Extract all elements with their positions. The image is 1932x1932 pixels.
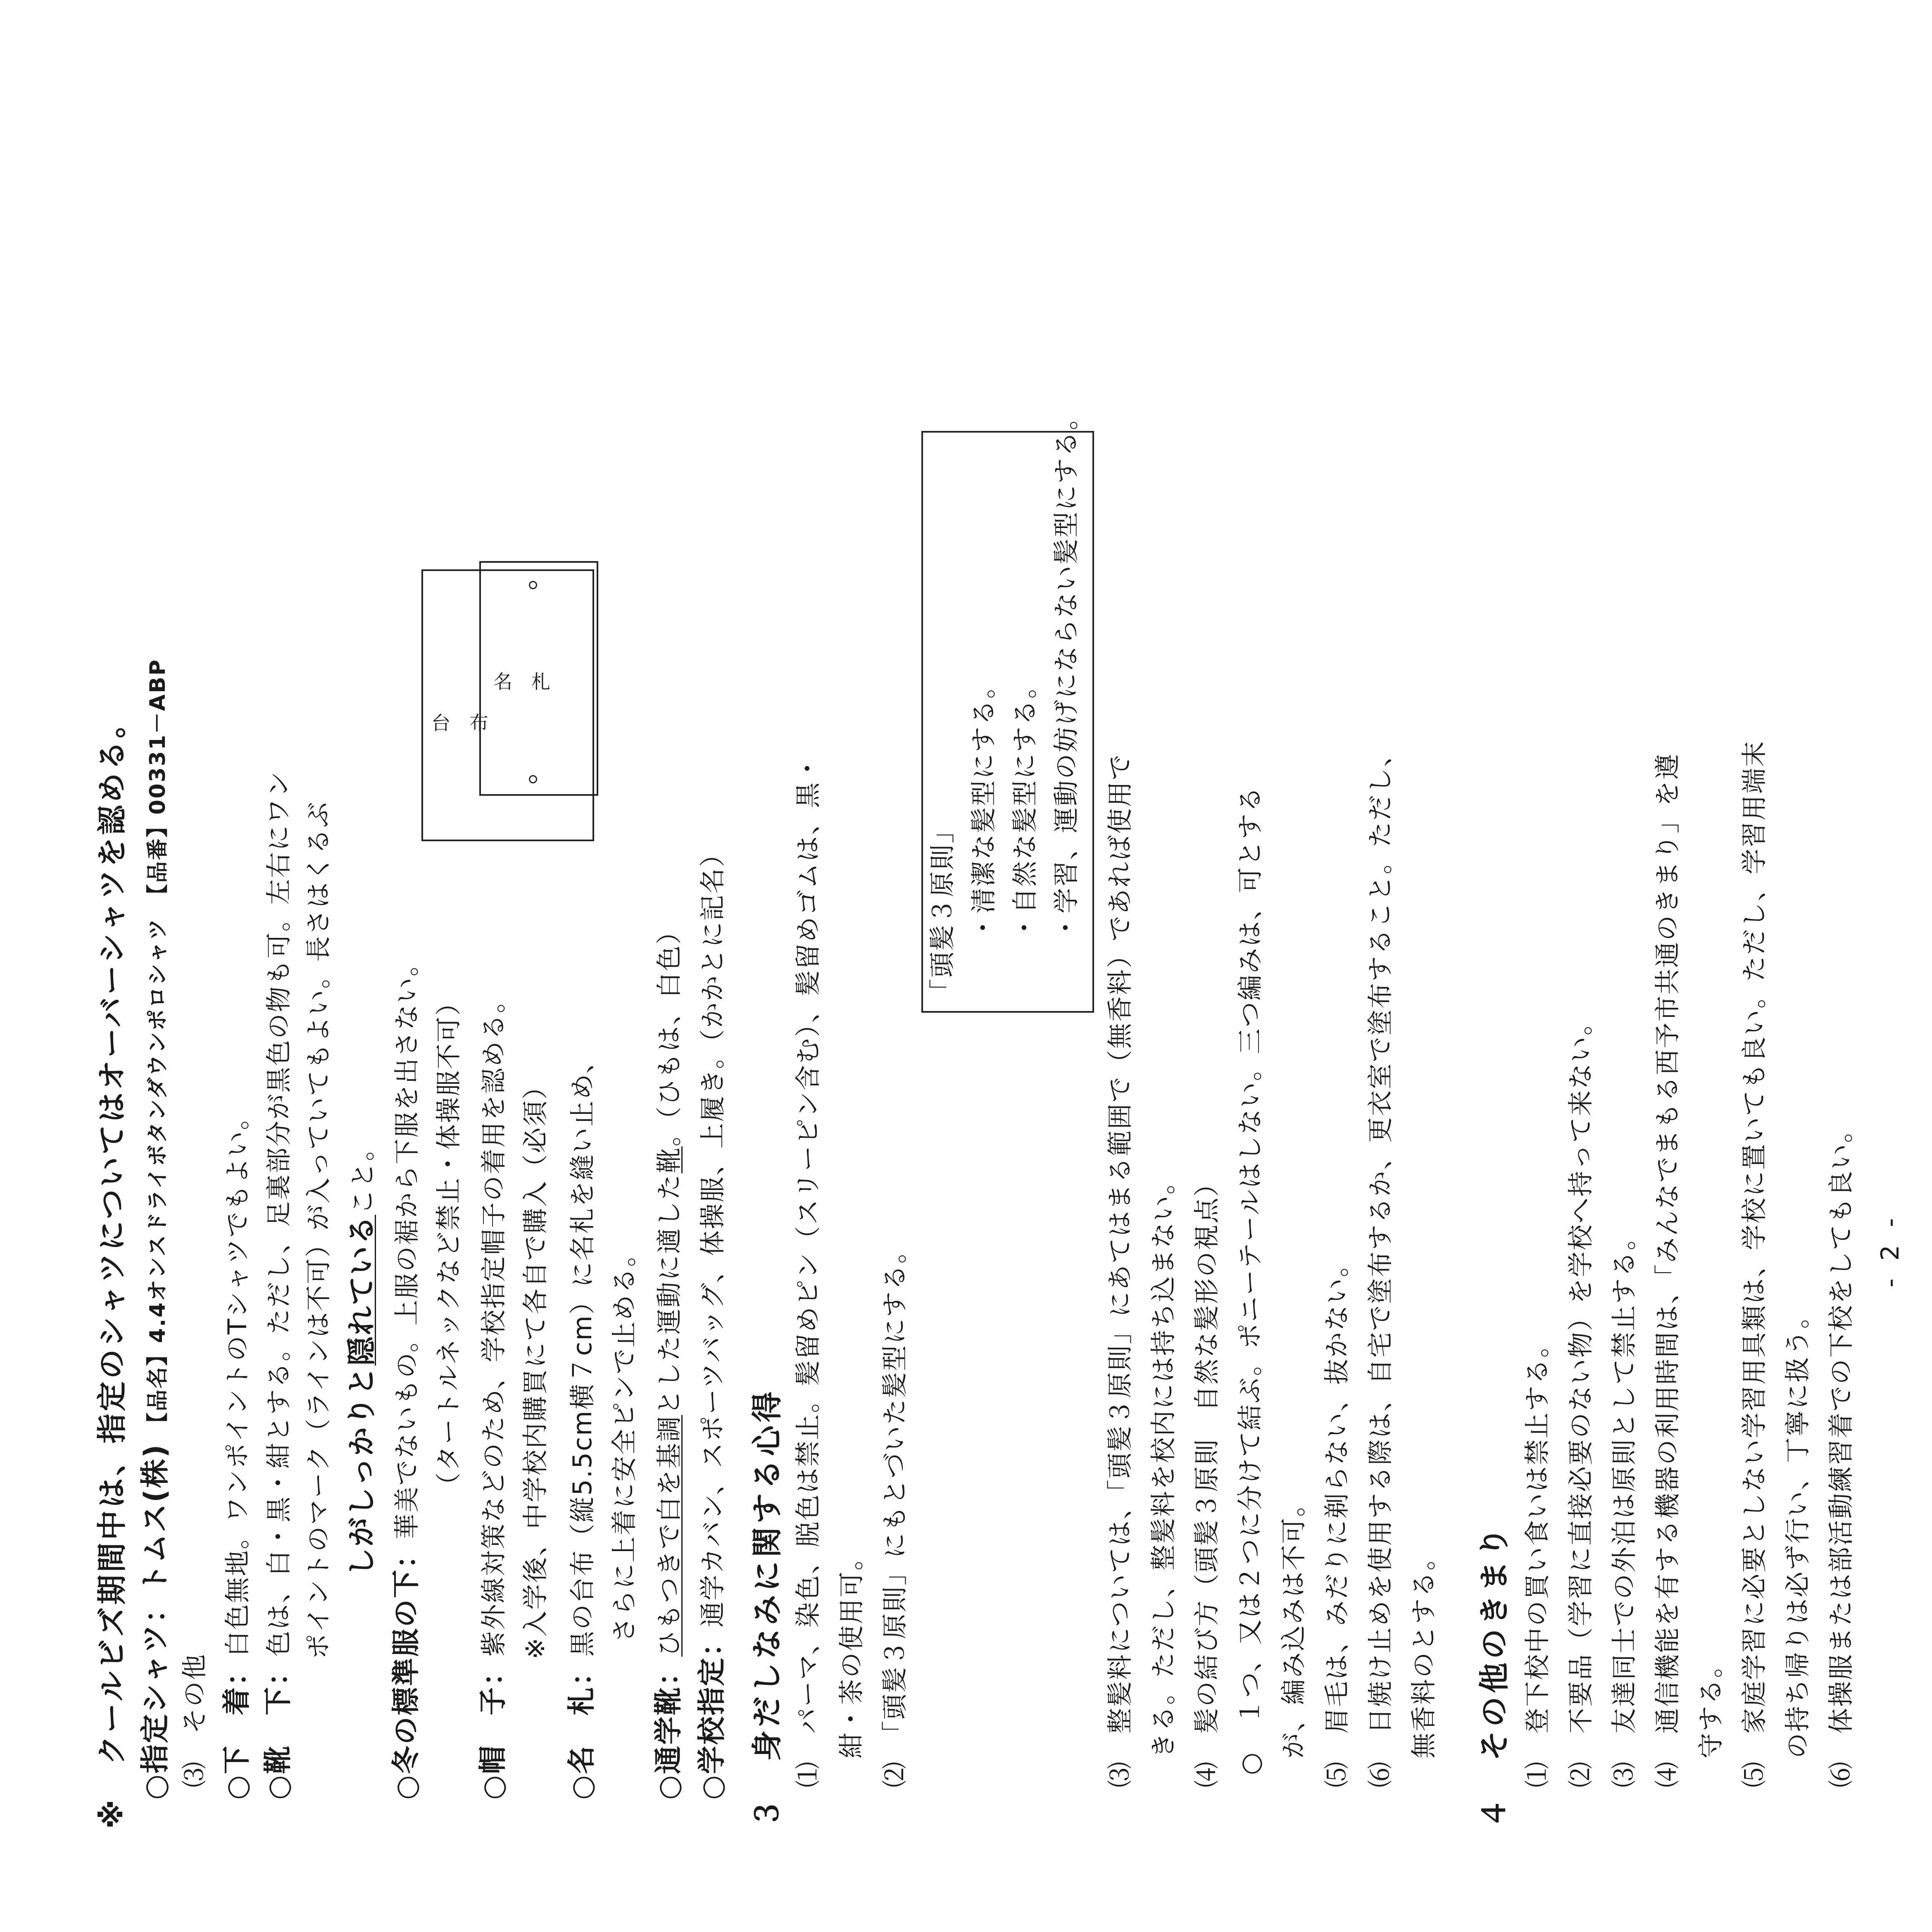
shirt-label: ○指定シャツ：トムス(株) — [138, 1443, 172, 1800]
sec4-item-5a: ⑸ 家庭学習に必要としない学習用具類は、学校に置いても良い。ただし、学習用端末 — [1739, 740, 1769, 1787]
document-page — [0, 403, 1932, 1932]
shoes-text-2: 白を基調 — [654, 1415, 684, 1523]
school-designated-label: ○学校指定： — [696, 1627, 728, 1800]
socks-text-1: 色は、白・黒・紺とする。ただし、足裏部分が黒色の物も可。左右にワン — [264, 770, 294, 1657]
socks-text-2: ポイントのマーク（ラインは不可）が入っていてもよい。長さはくるぶ — [303, 800, 333, 1659]
hat-row — [479, 986, 507, 1800]
winter-text-2: （タートルネックなど禁止・体操服不可） — [433, 988, 464, 1498]
sec4-item-4b: 守する。 — [1696, 1651, 1726, 1758]
hair-box-line-3: ・学習、運動の妨げにならない髪型にする。 — [1051, 403, 1081, 940]
winter-text-1: 華美でないもの。上服の裾から下服を出さない。 — [392, 949, 422, 1539]
socks-text-3c: こと。 — [347, 1134, 378, 1215]
hat-text-1: 紫外線対策などのため、学校指定帽子の着用を認める。 — [478, 986, 509, 1657]
section-3-title: ３ 身だしなみに関する心得 — [749, 1388, 785, 1829]
sec3-item-3b: きる。ただし、整髪料を校内には持ち込まない。 — [1148, 1167, 1178, 1758]
sec4-item-6: ⑹ 体操服または部活動練習着での下校をしても良い。 — [1826, 1116, 1856, 1787]
underwear-row — [223, 1103, 251, 1800]
sec3-item-5: ⑸ 眉毛は、みだりに剃らない、抜かない。 — [1322, 1250, 1352, 1787]
shoes-text-3: とした運動に適した — [654, 1173, 684, 1415]
shoes-row — [652, 917, 685, 1800]
nametag-label: ○名 札： — [566, 1656, 598, 1800]
hat-text-2: ※入学後、中学校内購買にて各自で購入（必須） — [520, 1073, 550, 1659]
underwear-text: 白色無地。ワンポイントのTシャツでもよい。 — [222, 1103, 252, 1657]
sec3-item-1b: 紺・茶の使用可。 — [836, 1543, 866, 1758]
school-designated-text: 通学カバン、スポーツバッグ、体操服、上履き。（かかとに記名） — [697, 840, 728, 1627]
sec3-item-4b: が、編み込みは不可。 — [1278, 1489, 1309, 1758]
hat-label: ○帽 子： — [477, 1656, 509, 1800]
hair-box-line-2: ・自然な髪型にする。 — [1010, 671, 1040, 940]
winter-row — [390, 949, 423, 1800]
tag-name-label: 名 札 — [493, 671, 550, 693]
school-designated-row — [698, 840, 726, 1800]
sec4-item-1: ⑴ 登下校中の買い食いは禁止する。 — [1522, 1330, 1552, 1787]
nametag-text-1: 黒の台布（縦5.5cm横７cm）に名札を縫い止め、 — [567, 1047, 597, 1657]
hair-box-line-1: ・清潔な髪型にする。 — [968, 671, 999, 940]
shirt-detail: 【品名】4.4オンスドライボタンダウンポロシャツ 【品番】00331－ABP — [145, 658, 170, 1434]
shoes-text-1: ひもつきで — [654, 1522, 684, 1657]
nametag-row — [568, 1047, 596, 1800]
other-heading: ⑶ その他 — [179, 1653, 209, 1787]
underwear-label: ○下 着： — [221, 1656, 253, 1800]
shoes-text-4: 靴 — [654, 1146, 684, 1173]
shoes-label: ○通学靴： — [652, 1656, 685, 1800]
sec3-item-1a: ⑴ パーマ、染色、脱色は禁止。髪留めピン（スリーピン含む）、髪留めゴムは、黒・ — [793, 754, 823, 1787]
nametag-text-2: さらに上着に安全ピンで止める。 — [609, 1240, 639, 1643]
section-4-title: ４ その他のきまり — [1477, 1524, 1512, 1829]
winter-label: ○冬の標準服の下： — [390, 1539, 423, 1800]
page-number: - 2 - — [1876, 1213, 1905, 1287]
coolbiz-note: ※ クールビズ期間中は、指定のシャツについてはオーバーシャツを認める。 — [95, 706, 129, 1829]
sec3-item-2: ⑵ 「頭髪３原則」にもとづいた髪型にする。 — [880, 1237, 910, 1787]
sec4-item-5b: の持ち帰りは必ず行い、丁寧に扱う。 — [1782, 1301, 1813, 1758]
sec4-item-2: ⑵ 不要品（学習に直接必要のない物）を学校へ持って来ない。 — [1566, 1008, 1596, 1787]
shoes-text-5: 。（ひもは、白色） — [654, 917, 684, 1147]
sec3-item-3a: ⑶ 整髪料については、「頭髪３原則」にあてはまる範囲で（無香料）であれば使用で — [1105, 753, 1135, 1787]
tag-hole-right-icon — [529, 581, 537, 589]
sec4-item-3: ⑶ 友達同士での外泊は原則として禁止する。 — [1609, 1223, 1639, 1787]
socks-row — [264, 771, 293, 1800]
socks-label: ○靴 下： — [262, 1656, 295, 1800]
sec4-item-4a: ⑷ 通信機能を有する機器の利用時間は、「みんなでまもる西予市共通のきまり」を遵 — [1652, 752, 1682, 1787]
designated-shirt — [138, 658, 172, 1800]
sec3-item-4: ⑷ 髪の結び方（頭髪３原則 自然な髪形の視点） — [1192, 1169, 1222, 1787]
socks-text-3a: しがしっかりと — [345, 1366, 378, 1577]
tag-base-label: 台 布 — [431, 712, 488, 734]
socks-text-3 — [347, 1134, 376, 1577]
hair-box-title: 「頭髪３原則」 — [927, 816, 957, 1004]
sec3-item-4a: ○ １つ、又は２つに分けて結ぶ。ポニーテールはしない。三つ編みは、可とする — [1235, 785, 1265, 1775]
sec3-item-6b: 無香料のとする。 — [1409, 1543, 1439, 1758]
tag-hole-left-icon — [529, 775, 537, 783]
sec3-item-6a: ⑹ 日焼け止めを使用する際は、自宅で塗布するか、更衣室で塗布すること。ただし、 — [1365, 740, 1395, 1787]
socks-text-3b: 隠れている — [345, 1215, 378, 1366]
